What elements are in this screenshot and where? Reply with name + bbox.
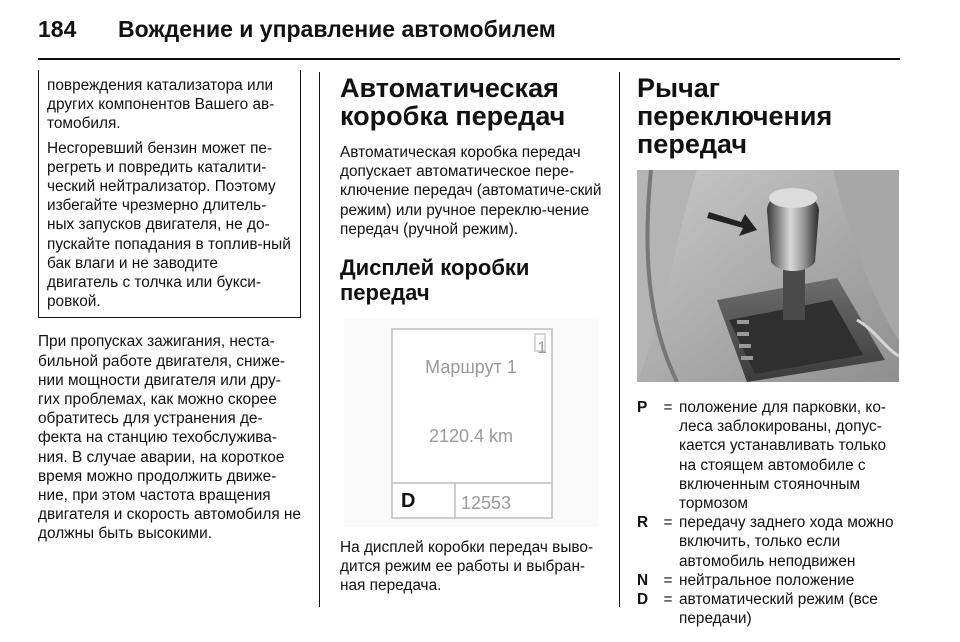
page-header <box>38 10 918 50</box>
section-intro: Автоматическая коробка передач допускает автоматическое пере-ключение передач (автоматиче-ский режим) или ручное переклю-чение передач (ручной режим). <box>340 144 602 238</box>
column-divider <box>619 72 620 607</box>
equals-sign: = <box>663 591 673 609</box>
gear-description: положение для парковки, ко-леса заблокированы, допус-кается устанавливать только на стоящем автомобиле с включенным стояночным тормозом <box>679 399 887 513</box>
gear-description: передачу заднего хода можно включить, только если автомобиль неподвижен <box>679 514 894 570</box>
body-paragraph: При пропусках зажигания, неста-бильной работе двигателя, сниже-нии мощности двигателя или дру-гих проблемах, как можно скорее обратитесь для устранения де-фекта на станцию техобслужива-ния. В случае аварии, на короткое время можно продолжить движе-ние, при этом частота вращения двигателя и скорость автомобиля не должны быть высокими. <box>38 333 301 543</box>
note-box <box>38 70 301 318</box>
gear-key: N <box>637 571 649 589</box>
note-paragraph: повреждения катализатора или других компонентов Вашего ав-томобиля. <box>47 77 275 133</box>
gear-key: P <box>637 399 648 416</box>
gear-description: автоматический режим (все передачи) <box>679 591 878 628</box>
gear-position-item <box>637 513 903 571</box>
column-1 <box>38 70 301 544</box>
gear-key: R <box>637 514 649 532</box>
column-divider <box>319 72 320 607</box>
display-route-label: Маршрут 1 <box>425 357 517 378</box>
gear-lever-photo <box>637 170 899 382</box>
note-paragraph: Несгоревший бензин может пе-регреть и повредить каталити-ческий нейтрализатор. Поэтому избегайте чрезмерно длитель-ных запусков двигателя, не до-пускайте попадания в топлив-ный бак влаги и не заводите двигатель с толчка или букси-ровкой. <box>47 139 291 311</box>
gear-position-list <box>637 398 903 628</box>
section-heading: Рычаг переключения передач <box>637 73 833 159</box>
display-distance: 2120.4 km <box>428 426 514 447</box>
header-divider <box>38 58 900 60</box>
equals-sign: = <box>663 399 673 416</box>
gear-lever-image <box>637 170 899 382</box>
gear-position-item <box>637 398 903 513</box>
display-gear-indicator: D <box>401 490 416 513</box>
gear-position-item <box>637 590 903 628</box>
equals-sign: = <box>663 571 673 589</box>
display-odometer: 12553 <box>461 493 512 514</box>
gear-position-item <box>637 571 903 590</box>
equals-sign: = <box>663 514 673 532</box>
column-2 <box>340 70 602 596</box>
column-3 <box>637 70 903 628</box>
section-heading: Автоматическая коробка передач <box>340 73 566 131</box>
gear-key: D <box>637 591 649 609</box>
page-number: 184 <box>38 16 77 42</box>
gear-description: нейтральное положение <box>679 571 855 589</box>
chapter-title: Вождение и управление автомобилем <box>118 16 556 42</box>
figure-caption: На дисплей коробки передач выво-дится режим ее работы и выбран-ная передача. <box>340 539 594 595</box>
subsection-heading: Дисплей коробки передач <box>340 255 530 306</box>
gearbox-display-illustration <box>340 317 602 530</box>
route-index: 1 <box>537 338 547 358</box>
